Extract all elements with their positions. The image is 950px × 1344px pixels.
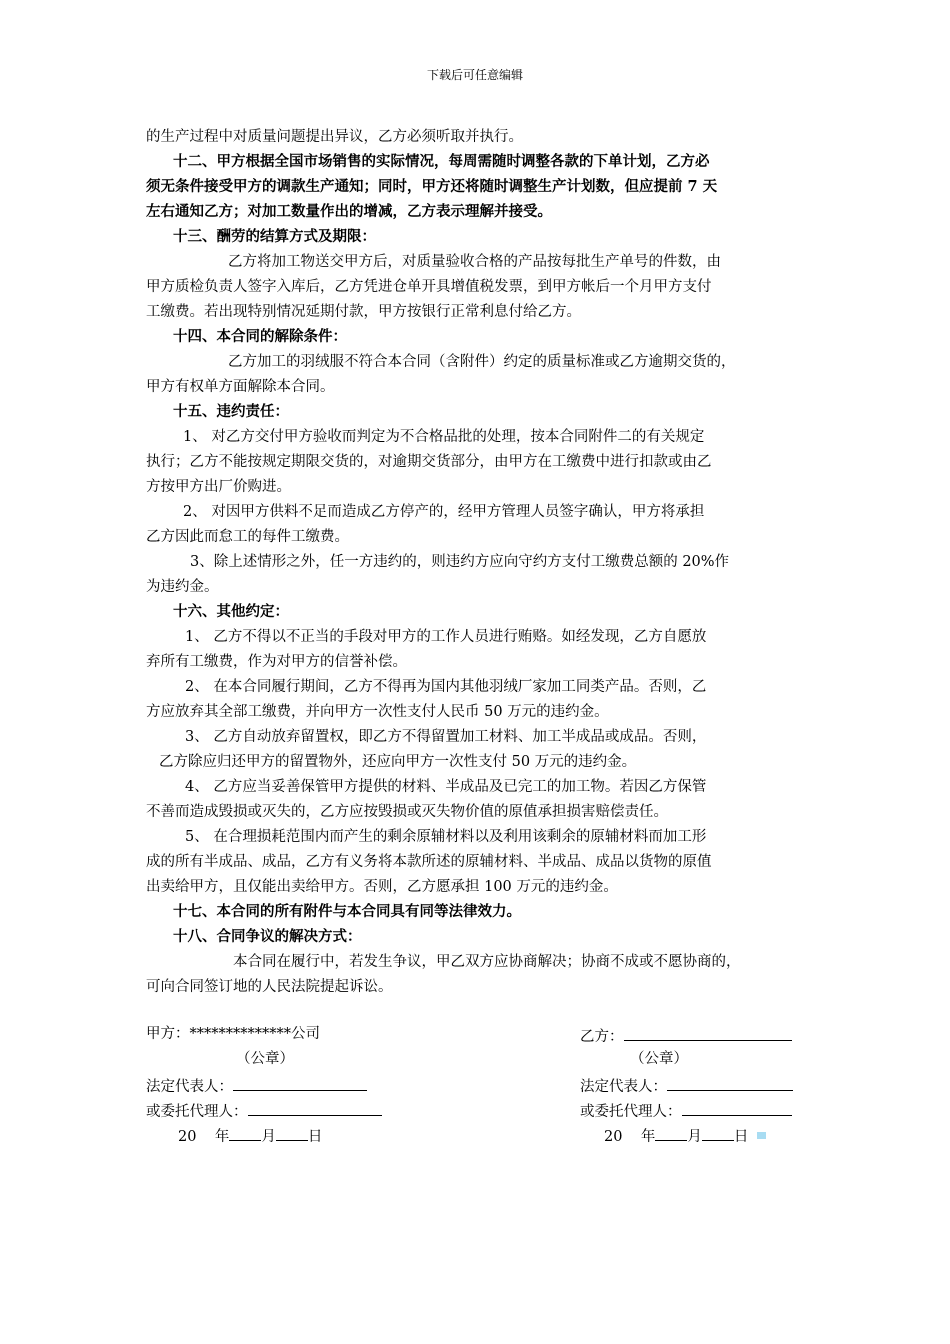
selection-marker (757, 1132, 766, 1139)
agent-b-blank (682, 1099, 792, 1116)
date-a-day-label: 日 (307, 1129, 323, 1145)
legal-rep-a-blank (233, 1074, 367, 1091)
agent-b-label: 或委托代理人： (580, 1104, 682, 1120)
body-line: 1、 对乙方交付甲方验收而判定为不合格品批的处理，按本合同附件二的有关规定 (183, 429, 705, 445)
body-line: 执行；乙方不能按规定期限交货的，对逾期交货部分，由甲方在工缴费中进行扣款或由乙 (146, 454, 712, 470)
agent-b-line (580, 1099, 792, 1122)
body-line: 4、 乙方应当妥善保管甲方提供的材料、半成品及已完工的加工物。若因乙方保管 (185, 779, 707, 795)
body-line: 乙方因此而怠工的每件工缴费。 (146, 529, 349, 545)
body-line: 5、 在合理损耗范围内而产生的剩余原辅材料以及利用该剩余的原辅材料而加工形 (185, 829, 707, 845)
legal-rep-b-label: 法定代表人： (580, 1079, 667, 1095)
legal-rep-a-label: 法定代表人： (146, 1079, 233, 1095)
party-b-blank (624, 1024, 792, 1041)
body-line: 不善而造成毁损或灭失的，乙方应按毁损或灭失物价值的原值承担损害赔偿责任。 (146, 804, 668, 820)
date-b-month-blank (655, 1124, 687, 1141)
date-a-line (178, 1124, 322, 1147)
body-line: 本合同在履行中，若发生争议，甲乙双方应协商解决；协商不成或不愿协商的， (233, 954, 741, 970)
body-line: 须无条件接受甲方的调款生产通知；同时，甲方还将随时调整生产计划数，但应提前 7 天 (146, 178, 718, 195)
clause-15-heading: 十五、违约责任： (173, 403, 289, 420)
legal-rep-a-line (146, 1074, 367, 1097)
agent-a-label: 或委托代理人： (146, 1104, 248, 1120)
body-line: 甲方质检负责人签字入库后，乙方凭进仓单开具增值税发票，到甲方帐后一个月甲方支付 (146, 279, 712, 295)
date-b-day-label: 日 (733, 1129, 749, 1145)
party-b-line (580, 1024, 792, 1047)
date-a-month-blank (229, 1124, 261, 1141)
page-header: 下载后可任意编辑 (426, 68, 523, 82)
party-a-name: **************公司 (189, 1026, 320, 1042)
body-line: 3、 乙方自动放弃留置权，即乙方不得留置加工材料、加工半成品或成品。否则， (185, 729, 707, 745)
body-line: 工缴费。若出现特别情况延期付款，甲方按银行正常利息付给乙方。 (146, 304, 581, 320)
body-line: 乙方将加工物送交甲方后，对质量验收合格的产品按每批生产单号的件数，由 (228, 254, 721, 270)
seal-b: （公章） (630, 1051, 688, 1067)
date-a-month-label: 月 (261, 1129, 276, 1145)
date-a-year-label: 年 (214, 1129, 230, 1145)
date-b-month-label: 月 (687, 1129, 702, 1145)
body-line: 2、 对因甲方供料不足而造成乙方停产的，经甲方管理人员签字确认，甲方将承担 (183, 504, 705, 520)
body-line: 方应放弃其全部工缴费，并向甲方一次性支付人民币 50 万元的违约金。 (146, 704, 609, 720)
agent-a-blank (248, 1099, 382, 1116)
clause-14-heading: 十四、本合同的解除条件： (173, 328, 347, 345)
legal-rep-b-line (580, 1074, 793, 1097)
agent-a-line (146, 1099, 382, 1122)
clause-13-heading: 十三、酬劳的结算方式及期限： (173, 228, 376, 245)
legal-rep-b-blank (667, 1074, 793, 1091)
body-line: 出卖给甲方，且仅能出卖给甲方。否则，乙方愿承担 100 万元的违约金。 (146, 879, 618, 895)
date-b-line (604, 1124, 748, 1147)
date-b-day-blank (702, 1124, 734, 1141)
clause-18-heading: 十八、合同争议的解决方式： (173, 928, 362, 945)
body-line: 1、 乙方不得以不正当的手段对甲方的工作人员进行贿赂。如经发现，乙方自愿放 (185, 629, 707, 645)
date-a-day-blank (276, 1124, 308, 1141)
clause-17-heading: 十七、本合同的所有附件与本合同具有同等法律效力。 (173, 903, 521, 920)
date-b-year: 20 (604, 1129, 623, 1145)
party-a-label: 甲方： (146, 1026, 190, 1042)
date-a-year: 20 (178, 1129, 197, 1145)
body-line: 为违约金。 (146, 579, 219, 595)
clause-12-heading: 十二、甲方根据全国市场销售的实际情况，每周需随时调整各款的下单计划，乙方必 (173, 153, 710, 170)
body-line: 成的所有半成品、成品，乙方有义务将本款所述的原辅材料、半成品、成品以货物的原值 (146, 854, 712, 870)
body-line: 左右通知乙方；对加工数量作出的增减，乙方表示理解并接受。 (146, 203, 552, 220)
body-line: 乙方除应归还甲方的留置物外，还应向甲方一次性支付 50 万元的违约金。 (159, 754, 637, 770)
body-line: 可向合同签订地的人民法院提起诉讼。 (146, 979, 393, 995)
party-a-line (146, 1024, 320, 1044)
date-b-year-label: 年 (640, 1129, 656, 1145)
body-line: 乙方加工的羽绒服不符合本合同（含附件）约定的质量标准或乙方逾期交货的， (228, 354, 736, 370)
seal-a: （公章） (236, 1051, 294, 1067)
body-line: 2、 在本合同履行期间，乙方不得再为国内其他羽绒厂家加工同类产品。否则，乙 (185, 679, 707, 695)
body-line: 3、除上述情形之外，任一方违约的，则违约方应向守约方支付工缴费总额的 20%作 (190, 554, 730, 570)
party-b-label: 乙方： (580, 1029, 624, 1045)
clause-16-heading: 十六、其他约定： (173, 603, 289, 620)
body-line: 甲方有权单方面解除本合同。 (146, 379, 335, 395)
body-line: 的生产过程中对质量问题提出异议，乙方必须听取并执行。 (146, 129, 523, 145)
body-line: 方按甲方出厂价购进。 (146, 479, 291, 495)
body-line: 弃所有工缴费，作为对甲方的信誉补偿。 (146, 654, 407, 670)
